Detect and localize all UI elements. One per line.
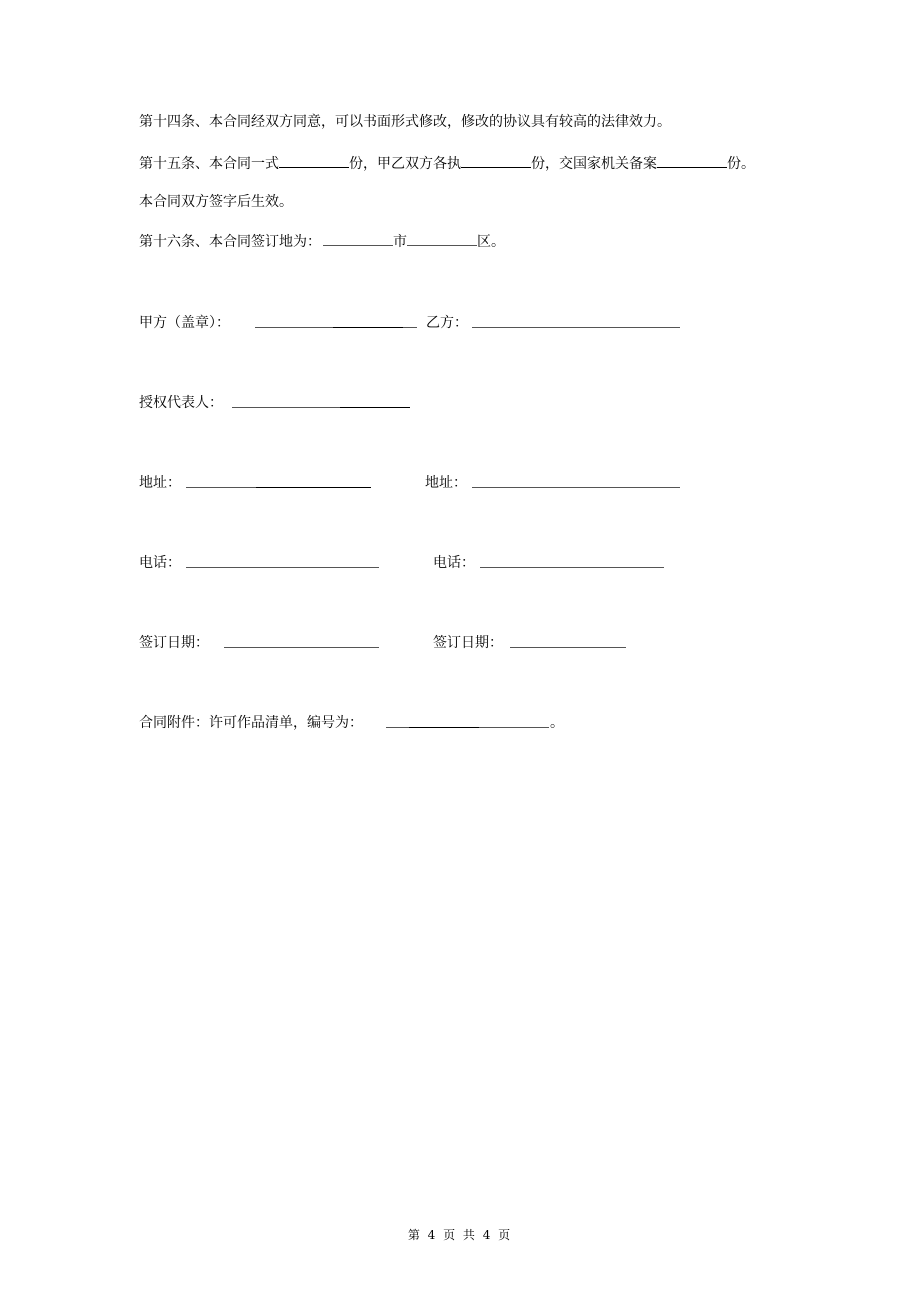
phone-a-blank[interactable] <box>186 554 379 568</box>
phone-b-field <box>433 553 475 573</box>
effective-text: 本合同双方签字后生效。 <box>139 194 293 210</box>
date-a-blank[interactable] <box>224 634 379 648</box>
page-footer <box>0 1226 920 1243</box>
clause-15-text-a: 第十五条、本合同一式 <box>139 156 279 172</box>
clause-16-text-b: 市 <box>393 234 407 250</box>
date-a-label: 签订日期： <box>139 635 209 651</box>
clause-16 <box>139 231 505 252</box>
phone-a-label: 电话： <box>139 555 181 571</box>
address-b-label: 地址： <box>425 475 467 491</box>
party-a-blank[interactable] <box>255 314 417 328</box>
clause-14-text: 第十四条、本合同经双方同意，可以书面形式修改，修改的协议具有较高的法律效力。 <box>139 114 671 130</box>
clause-16-text-a: 第十六条、本合同签订地为： <box>139 234 321 250</box>
copies-total-blank[interactable] <box>279 153 349 168</box>
representative-label: 授权代表人： <box>139 395 223 411</box>
party-a-field <box>139 313 230 333</box>
address-a-label: 地址： <box>139 475 181 491</box>
representative-field <box>139 393 223 413</box>
party-b-blank[interactable] <box>472 314 680 328</box>
copies-filed-blank[interactable] <box>657 153 727 168</box>
clause-15 <box>139 153 755 174</box>
date-b-blank[interactable] <box>510 634 626 648</box>
attachment-field <box>139 713 363 733</box>
party-a-label: 甲方（盖章）： <box>139 315 230 331</box>
page-number: 第 4 页 共 4 页 <box>407 1228 513 1242</box>
address-a-field <box>139 473 181 493</box>
clause-15-text-c: 份，交国家机关备案 <box>531 156 657 172</box>
phone-a-field <box>139 553 181 573</box>
district-blank[interactable] <box>407 231 477 246</box>
party-b-label: 乙方： <box>426 315 468 331</box>
attachment-label: 合同附件：许可作品清单，编号为： <box>139 715 363 731</box>
phone-b-label: 电话： <box>433 555 475 571</box>
attachment-number-blank[interactable] <box>386 714 549 728</box>
date-a-field <box>139 633 209 653</box>
address-b-blank[interactable] <box>472 474 680 488</box>
party-b-field <box>426 313 468 333</box>
effective-clause <box>139 192 293 212</box>
attachment-end <box>550 713 564 733</box>
address-b-field <box>425 473 467 493</box>
clause-15-text-b: 份，甲乙双方各执 <box>349 156 461 172</box>
copies-each-party-blank[interactable] <box>461 153 531 168</box>
representative-blank[interactable] <box>232 394 410 408</box>
clause-15-text-d: 份。 <box>727 156 755 172</box>
clause-16-text-c: 区。 <box>477 234 505 250</box>
city-blank[interactable] <box>323 231 393 246</box>
clause-14 <box>139 112 671 132</box>
date-b-field <box>433 633 503 653</box>
date-b-label: 签订日期： <box>433 635 503 651</box>
address-a-blank[interactable] <box>186 474 371 488</box>
attachment-period: 。 <box>550 715 564 731</box>
phone-b-blank[interactable] <box>480 554 664 568</box>
